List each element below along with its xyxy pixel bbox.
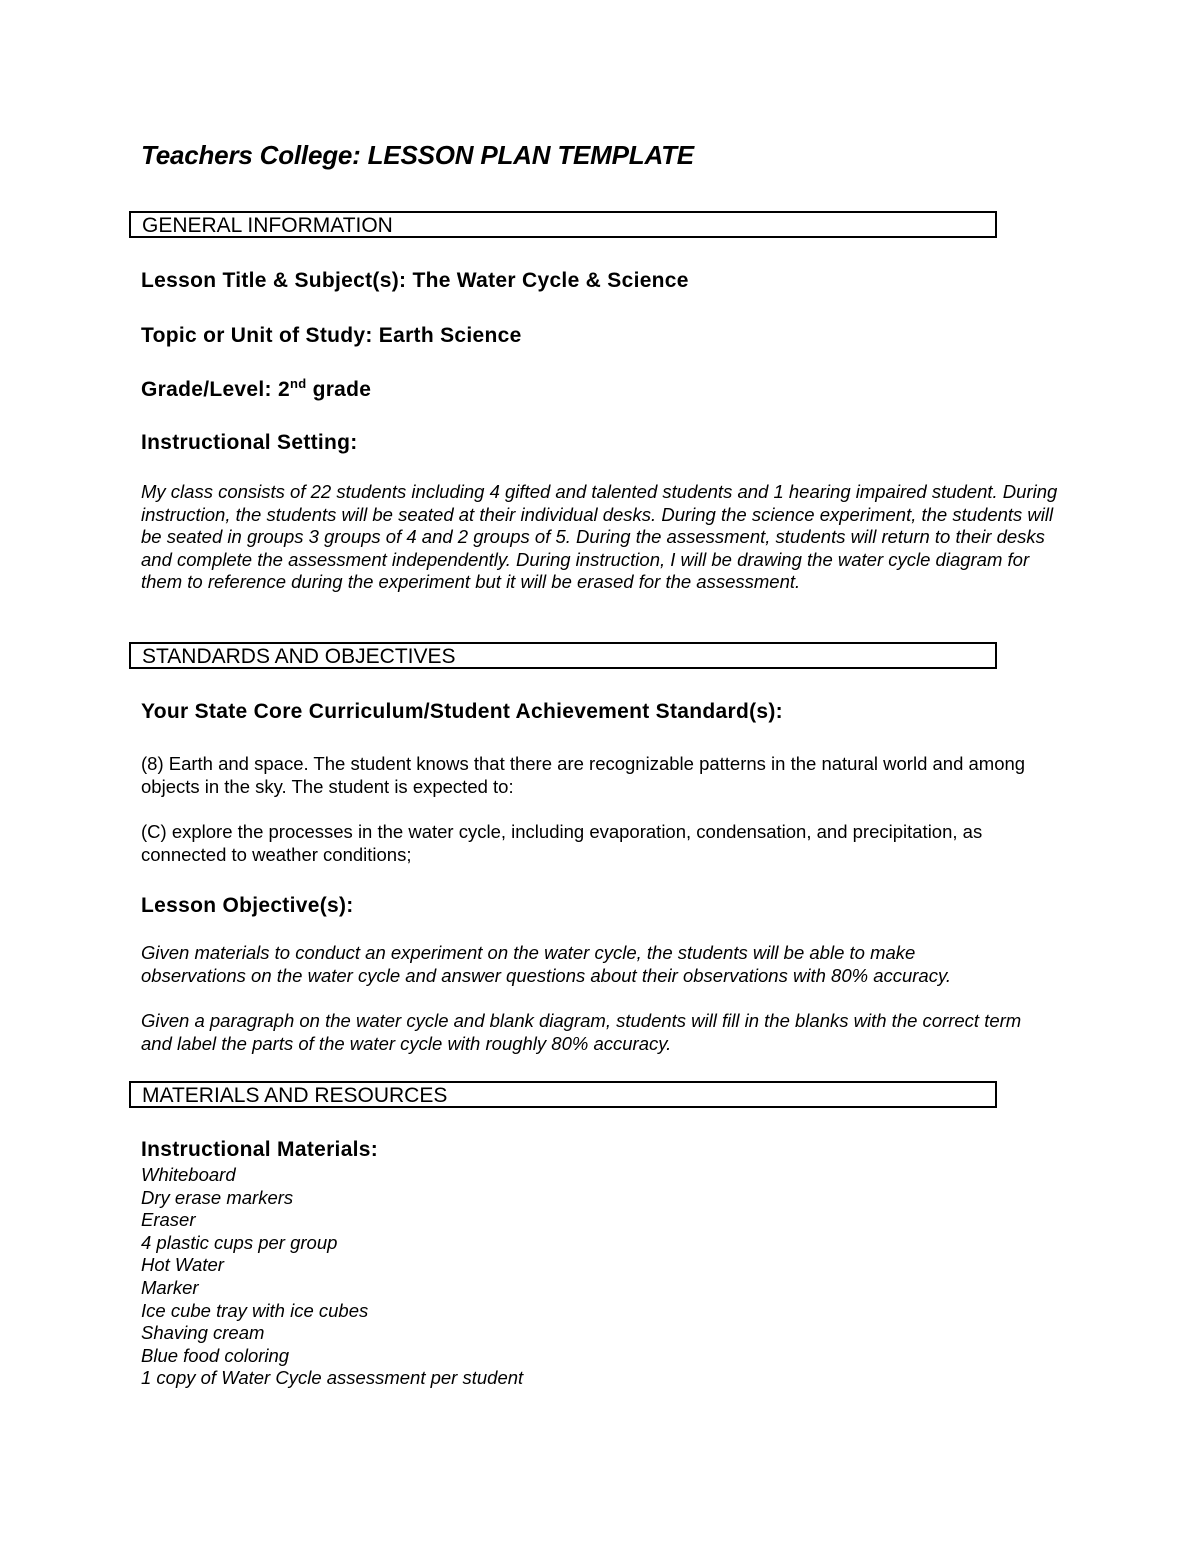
grade-number: 2 <box>277 378 290 401</box>
section-header-standards-and-objectives: STANDARDS AND OBJECTIVES <box>129 642 997 669</box>
grade-suffix: nd <box>289 376 307 391</box>
standards-label: Your State Core Curriculum/Student Achievement Standard(s): <box>141 700 783 723</box>
materials-list-item: Eraser <box>141 1209 196 1231</box>
objective-1-text: Given materials to conduct an experiment on the water cycle, the students will be able to make observations on the water cycle and answer questions about their observations with 80% accuracy. <box>141 942 951 986</box>
materials-list-item: 1 copy of Water Cycle assessment per student <box>141 1367 524 1389</box>
materials-list-item: Ice cube tray with ice cubes <box>141 1299 369 1321</box>
materials-list-item: Shaving cream <box>141 1322 265 1344</box>
materials-list <box>141 1164 523 1390</box>
materials-list-item: Marker <box>141 1276 199 1298</box>
instructional-setting-text: My class consists of 22 students including 4 gifted and talented students and 1 hearing impaired student. During instruction, the students will be seated at their individual desks. During the science experiment, the students will be seated in groups 3 groups of 4 and 2 groups of 5. During the assessment, students will return to their desks and complete the assessment independently. During instruction, I will be drawing the water cycle diagram for them to reference during the experiment but it will be erased for the assessment. <box>141 481 1058 593</box>
standard-c-text: (C) explore the processes in the water cycle, including evaporation, condensation, and precipitation, as connected to weather conditions; <box>141 821 983 865</box>
objective-2-text: Given a paragraph on the water cycle and blank diagram, students will fill in the blanks with the correct term and label the parts of the water cycle with roughly 80% accuracy. <box>141 1010 1022 1054</box>
materials-list-item: Blue food coloring <box>141 1344 290 1366</box>
instructional-setting-label: Instructional Setting: <box>141 431 358 454</box>
standard-8-text: (8) Earth and space. The student knows that there are recognizable patterns in the natural world and among objects in the sky. The student is expected to: <box>141 753 1026 797</box>
grade-word: grade <box>312 378 372 401</box>
materials-list-item: Hot Water <box>141 1254 224 1276</box>
materials-list-item: Dry erase markers <box>141 1186 294 1208</box>
grade-label: Grade/Level: <box>141 378 272 401</box>
grade-row <box>141 378 371 402</box>
lesson-title-row <box>141 269 689 293</box>
topic-row <box>141 324 522 348</box>
section-header-materials-and-resources: MATERIALS AND RESOURCES <box>129 1081 997 1108</box>
topic-label: Topic or Unit of Study: <box>141 324 373 347</box>
section-header-general-information: GENERAL INFORMATION <box>129 211 997 238</box>
instructional-materials-label: Instructional Materials: <box>141 1138 379 1161</box>
lesson-title-label: Lesson Title & Subject(s): <box>141 269 407 292</box>
materials-list-item: 4 plastic cups per group <box>141 1231 338 1253</box>
materials-list-item: Whiteboard <box>141 1164 236 1185</box>
lesson-title-value: The Water Cycle & Science <box>412 269 689 292</box>
lesson-objectives-label: Lesson Objective(s): <box>141 894 354 917</box>
page-title: Teachers College: LESSON PLAN TEMPLATE <box>141 140 694 170</box>
topic-value: Earth Science <box>378 324 522 347</box>
